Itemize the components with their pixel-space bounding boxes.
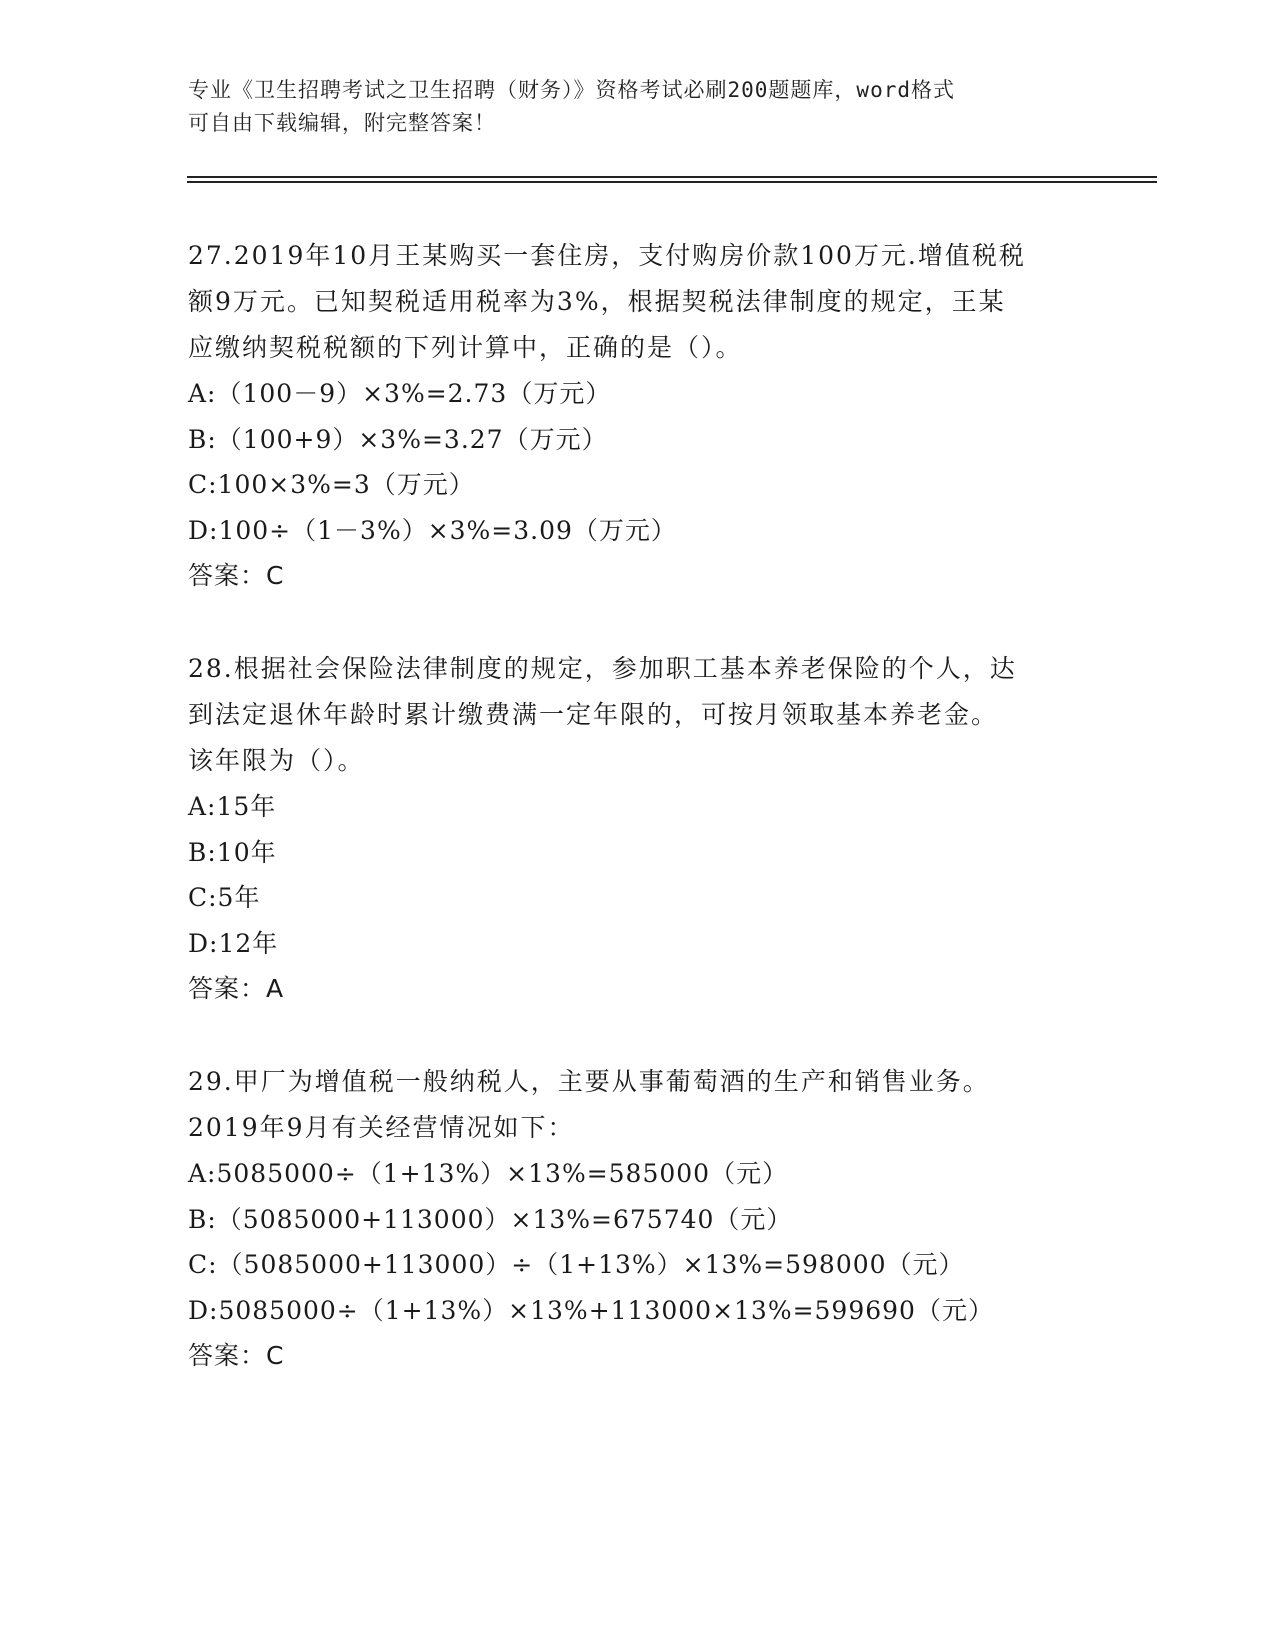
answer-line: 答案：C [188,1341,285,1370]
question-stem-line: 28.根据社会保险法律制度的规定，参加职工基本养老保险的个人，达 [188,654,1017,683]
question-stem-line: 2019年9月有关经营情况如下： [188,1113,575,1142]
option-a: A:15年 [188,792,277,821]
question-28 [188,646,1088,1012]
option-a: A:5085000÷（1+13%）×13%=585000（元） [188,1159,789,1188]
question-stem-line: 额9万元。已知契税适用税率为3%，根据契税法律制度的规定，王某 [188,287,1006,316]
header-divider-top [187,176,1157,178]
header-title-line-1: 专业《卫生招聘考试之卫生招聘（财务）》资格考试必刷200题题库，word格式 [188,78,955,102]
question-stem [188,1059,1088,1151]
answer-line: 答案：A [188,974,285,1003]
option-b: B:10年 [188,837,277,867]
header-divider-bottom [187,181,1157,183]
question-stem-line: 应缴纳契税税额的下列计算中，正确的是（）。 [188,333,743,362]
header-title-line-2: 可自由下载编辑，附完整答案！ [188,111,496,135]
option-d: D:12年 [188,928,279,958]
option-d: D:5085000÷（1+13%）×13%+113000×13%=599690（元） [188,1295,994,1325]
question-27 [188,233,1088,599]
option-d: D:100÷（1－3%）×3%=3.09（万元） [188,515,677,545]
option-b: B:（100+9）×3%=3.27（万元） [188,424,608,454]
question-stem-line: 该年限为（）。 [188,746,365,775]
option-a: A:（100－9）×3%=2.73（万元） [188,379,612,408]
question-stem-line: 29.甲厂为增值税一般纳税人，主要从事葡萄酒的生产和销售业务。 [188,1067,990,1096]
question-stem-line: 27.2019年10月王某购买一套住房，支付购房价款100万元.增值税税 [188,241,1026,270]
option-c: C:5年 [188,883,261,912]
question-stem [188,233,1088,371]
question-stem [188,646,1088,784]
option-c: C:100×3%=3（万元） [188,470,475,499]
question-29 [188,1059,1088,1379]
answer-line: 答案：C [188,561,285,590]
document-header [188,74,1088,140]
question-stem-line: 到法定退休年龄时累计缴费满一定年限的，可按月领取基本养老金。 [188,700,999,729]
option-b: B:（5085000+113000）×13%=675740（元） [188,1204,793,1234]
option-c: C:（5085000+113000）÷（1+13%）×13%=598000（元） [188,1250,965,1279]
